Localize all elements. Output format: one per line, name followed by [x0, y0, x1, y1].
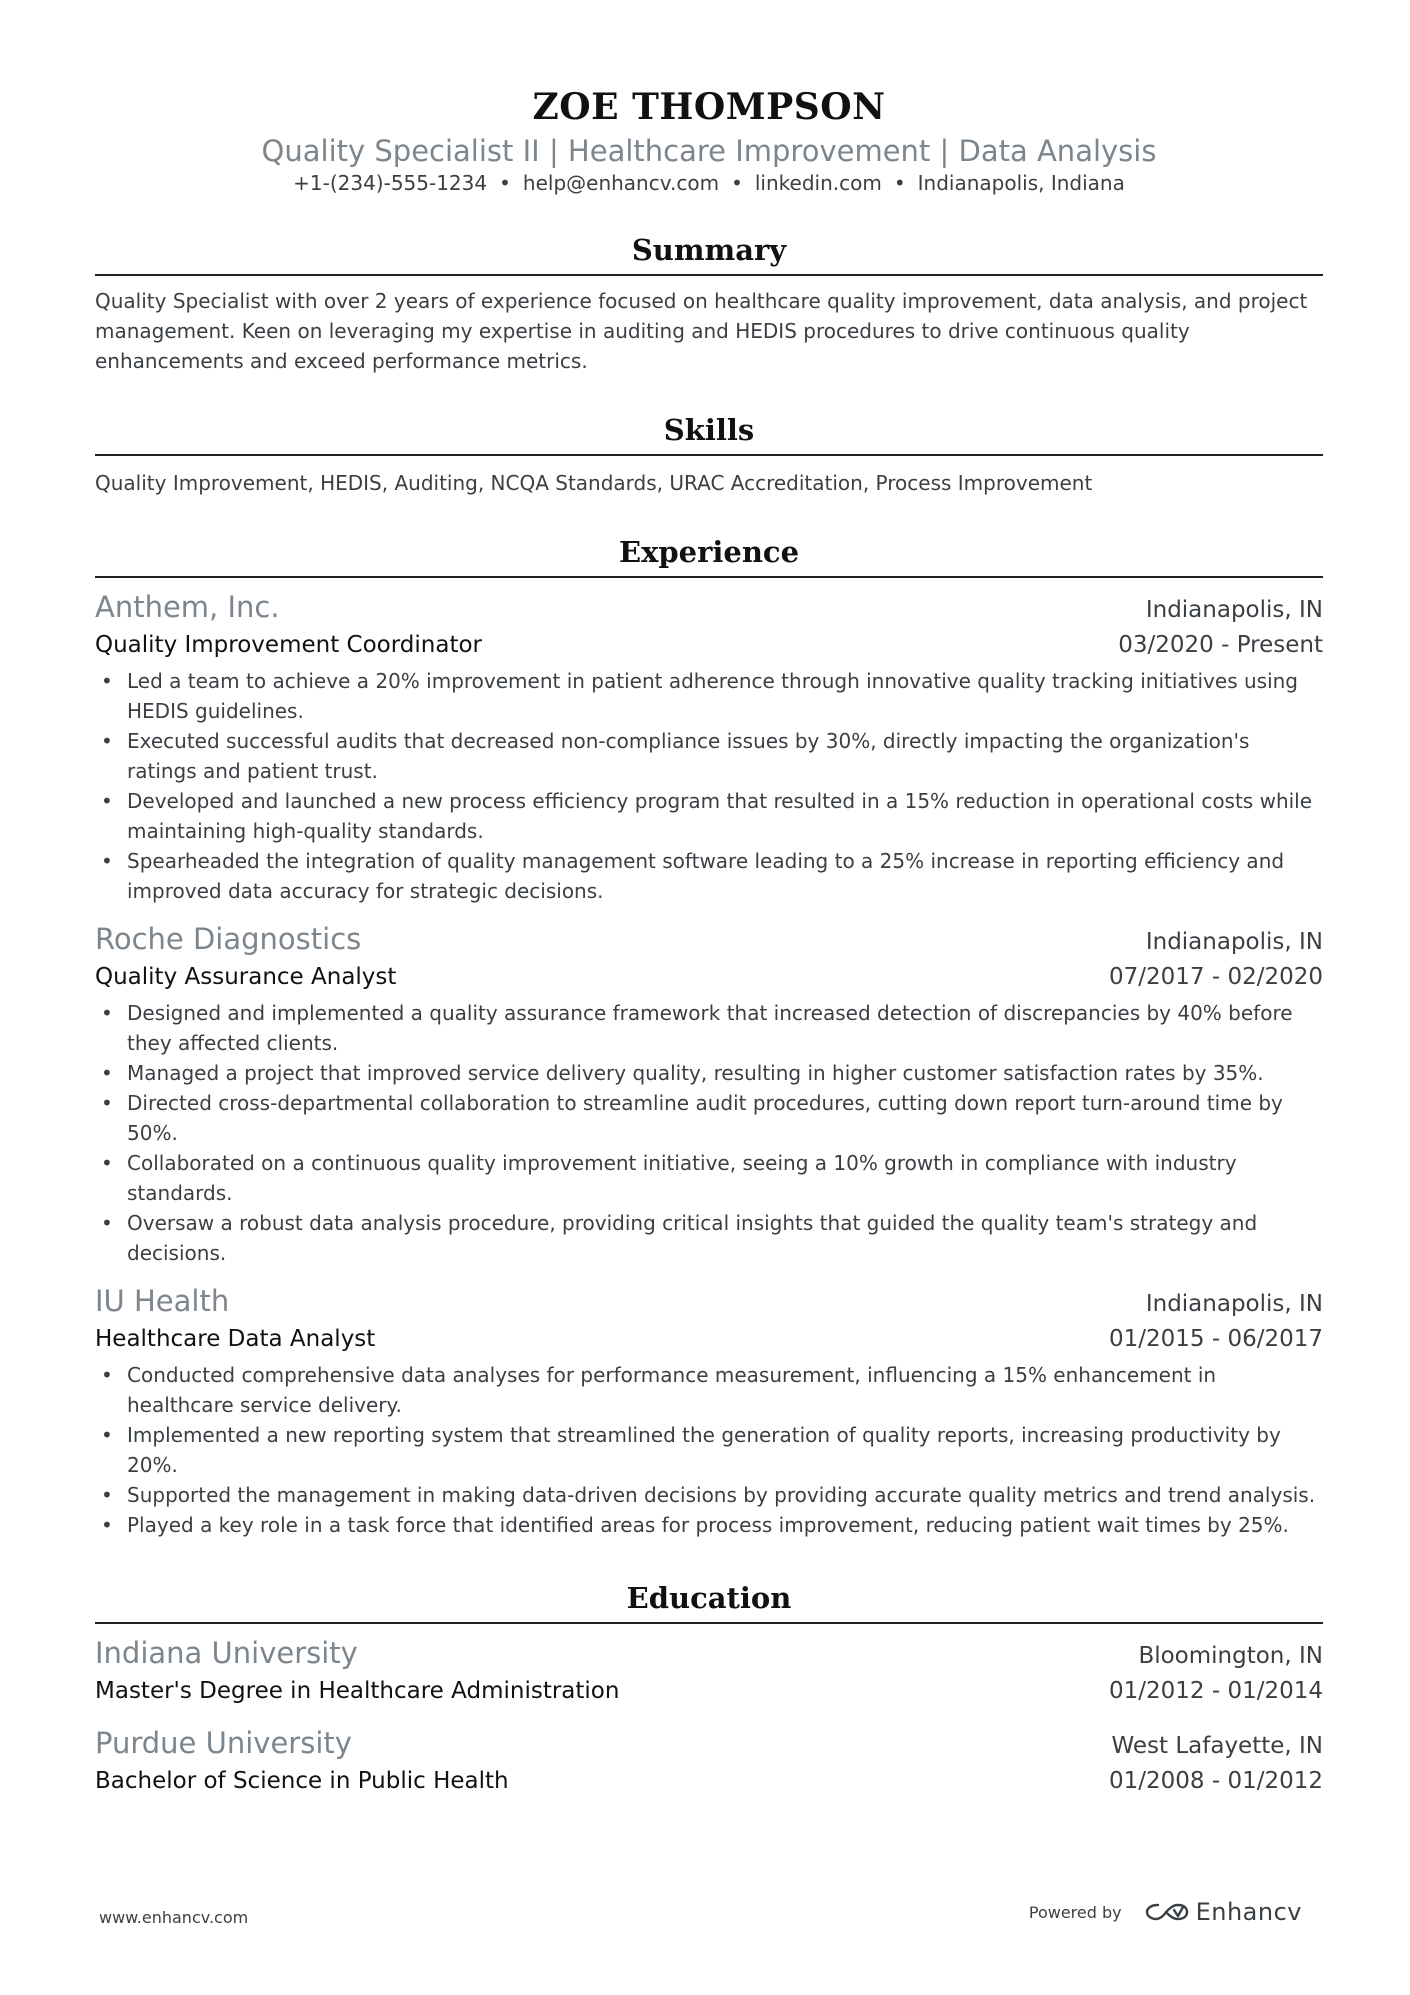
experience-header-row: [95, 920, 1323, 958]
company-name: Roche Diagnostics: [95, 922, 362, 956]
experience-role-row: [95, 1320, 1323, 1358]
separator-dot: •: [731, 171, 743, 195]
section-heading-education: Education: [95, 1580, 1323, 1624]
candidate-title: Quality Specialist II | Healthcare Improvement | Data Analysis: [261, 134, 1157, 168]
section-heading-skills: Skills: [95, 412, 1323, 456]
bullet-point: •: [101, 789, 113, 813]
bullet-point: •: [101, 849, 113, 873]
achievement-item: [95, 1360, 1323, 1420]
candidate-name: ZOE THOMPSON: [532, 86, 886, 128]
job-location: Indianapolis, IN: [1145, 597, 1323, 623]
achievement-text: Developed and launched a new process efficiency program that resulted in a 15% reduction in operational costs while maintaining high-quality standards.: [127, 789, 1313, 843]
school-location: West Lafayette, IN: [1111, 1733, 1323, 1759]
education-dates: 01/2012 - 01/2014: [1108, 1678, 1323, 1704]
achievement-text: Directed cross-departmental collaboration to streamline audit procedures, cutting down report turn-around time by 50%.: [127, 1091, 1283, 1145]
achievement-list: [95, 1360, 1323, 1540]
section-heading-experience: Experience: [95, 534, 1323, 578]
achievement-item: [95, 726, 1323, 786]
enhancv-logo-icon: [1144, 1900, 1190, 1924]
footer-website[interactable]: www.enhancv.com: [99, 1908, 249, 1927]
summary-text: Quality Specialist with over 2 years of experience focused on healthcare quality improvement, data analysis, and project management. Keen on leveraging my expertise in auditing and HEDIS procedures to drive continuous quality enhancements and exceed performance metrics.: [95, 289, 1308, 373]
achievement-item: [95, 1058, 1323, 1088]
achievement-item: [95, 998, 1323, 1058]
separator-dot: •: [499, 171, 511, 195]
education-degree-row: [95, 1672, 1323, 1710]
experience-section: [95, 534, 1323, 1540]
achievement-item: [95, 1088, 1323, 1148]
degree-name: Master's Degree in Healthcare Administration: [95, 1678, 620, 1704]
achievement-text: Designed and implemented a quality assurance framework that increased detection of discrepancies by 40% before they affected clients.: [127, 1001, 1293, 1055]
resume-header: [95, 86, 1323, 196]
achievement-text: Managed a project that improved service delivery quality, resulting in higher customer satisfaction rates by 35%.: [127, 1061, 1264, 1085]
company-name: IU Health: [95, 1284, 230, 1318]
school-name: Purdue University: [95, 1726, 352, 1760]
linkedin-link: linkedin.com: [754, 171, 882, 195]
job-title: Healthcare Data Analyst: [95, 1326, 376, 1352]
experience-header-row: [95, 588, 1323, 626]
job-location: Indianapolis, IN: [1145, 1291, 1323, 1317]
experience-header-row: [95, 1282, 1323, 1320]
location: Indianapolis, Indiana: [917, 171, 1125, 195]
skills-section: [95, 412, 1323, 498]
bullet-point: •: [101, 1061, 113, 1085]
email-address: help@enhancv.com: [522, 171, 720, 195]
education-header-row: [95, 1724, 1323, 1762]
resume-page: [95, 0, 1323, 1800]
job-title: Quality Assurance Analyst: [95, 964, 397, 990]
education-degree-row: [95, 1762, 1323, 1800]
section-heading-summary: Summary: [95, 232, 1323, 276]
education-dates: 01/2008 - 01/2012: [1108, 1768, 1323, 1794]
experience-entry: [95, 588, 1323, 906]
bullet-point: •: [101, 1513, 113, 1537]
achievement-item: [95, 1208, 1323, 1268]
achievement-item: [95, 786, 1323, 846]
achievement-text: Implemented a new reporting system that streamlined the generation of quality reports, increasing productivity by 20%.: [127, 1423, 1281, 1477]
achievement-text: Led a team to achieve a 20% improvement in patient adherence through innovative quality tracking initiatives using HEDIS guidelines.: [127, 669, 1298, 723]
skills-list: Quality Improvement, HEDIS, Auditing, NCQA Standards, URAC Accreditation, Process Improvement: [95, 471, 1093, 495]
summary-section: [95, 232, 1323, 376]
separator-dot: •: [893, 171, 906, 195]
job-location: Indianapolis, IN: [1145, 929, 1323, 955]
achievement-text: Collaborated on a continuous quality improvement initiative, seeing a 10% growth in compliance with industry standards.: [127, 1151, 1237, 1205]
bullet-point: •: [101, 1151, 113, 1175]
bullet-point: •: [101, 1483, 113, 1507]
education-header-row: [95, 1634, 1323, 1672]
bullet-point: •: [101, 1091, 113, 1115]
experience-entry: [95, 1282, 1323, 1540]
achievement-item: [95, 1510, 1323, 1540]
phone-number: +1-(234)-555-1234: [293, 171, 488, 195]
achievement-text: Spearheaded the integration of quality management software leading to a 25% increase in reporting efficiency and improved data accuracy for strategic decisions.: [127, 849, 1285, 903]
enhancv-logo[interactable]: [1144, 1898, 1302, 1926]
achievement-item: [95, 1148, 1323, 1208]
achievement-text: Supported the management in making data-driven decisions by providing accurate quality metrics and trend analysis.: [127, 1483, 1316, 1507]
achievement-text: Oversaw a robust data analysis procedure, providing critical insights that guided the quality team's strategy and decisions.: [127, 1211, 1258, 1265]
footer-branding: [1029, 1898, 1302, 1926]
experience-entry: [95, 920, 1323, 1268]
experience-role-row: [95, 626, 1323, 664]
contact-line: [95, 170, 1323, 196]
achievement-item: [95, 1420, 1323, 1480]
experience-list: [95, 588, 1323, 1540]
job-dates: 01/2015 - 06/2017: [1108, 1326, 1323, 1352]
experience-role-row: [95, 958, 1323, 996]
education-section: [95, 1580, 1323, 1800]
bullet-point: •: [101, 1423, 113, 1447]
achievement-list: [95, 998, 1323, 1268]
bullet-point: •: [101, 669, 113, 693]
job-dates: 03/2020 - Present: [1118, 632, 1323, 658]
achievement-item: [95, 1480, 1323, 1510]
company-name: Anthem, Inc.: [95, 590, 280, 624]
bullet-point: •: [101, 729, 113, 753]
enhancv-brand-name: Enhancv: [1195, 1898, 1302, 1926]
school-name: Indiana University: [95, 1636, 358, 1670]
achievement-item: [95, 846, 1323, 906]
school-location: Bloomington, IN: [1138, 1643, 1323, 1669]
education-entry: [95, 1634, 1323, 1710]
education-list: [95, 1634, 1323, 1800]
achievement-text: Executed successful audits that decreased non-compliance issues by 30%, directly impacting the organization's ratings and patient trust.: [127, 729, 1250, 783]
achievement-item: [95, 666, 1323, 726]
achievement-text: Conducted comprehensive data analyses for performance measurement, influencing a 15% enhancement in healthcare service delivery.: [127, 1363, 1217, 1417]
achievement-list: [95, 666, 1323, 906]
job-dates: 07/2017 - 02/2020: [1108, 964, 1323, 990]
education-entry: [95, 1724, 1323, 1800]
achievement-text: Played a key role in a task force that identified areas for process improvement, reducing patient wait times by 25%.: [127, 1513, 1289, 1537]
bullet-point: •: [101, 1211, 113, 1235]
bullet-point: •: [101, 1363, 113, 1387]
job-title: Quality Improvement Coordinator: [95, 632, 482, 658]
powered-by-label: Powered by: [1028, 1902, 1122, 1922]
degree-name: Bachelor of Science in Public Health: [95, 1768, 509, 1794]
bullet-point: •: [101, 1001, 113, 1025]
